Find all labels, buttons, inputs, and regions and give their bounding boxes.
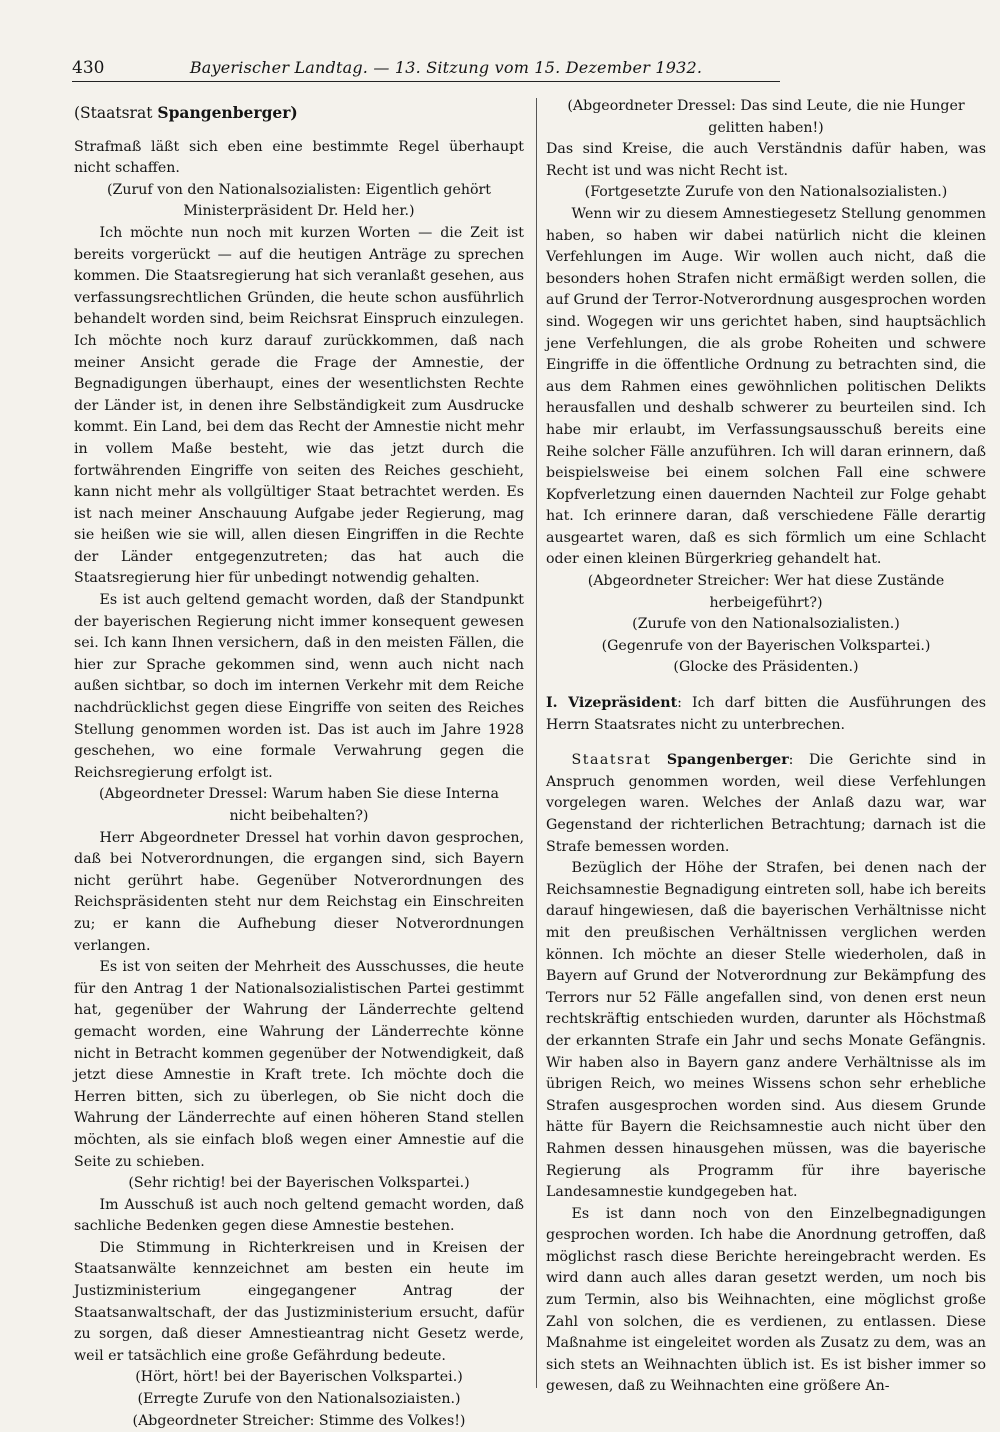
speaker-continuation: [74, 102, 524, 125]
paragraph: Ich möchte nun noch mit kurzen Worten — die Zeit ist bereits vorgerückt — auf die heutigen Anträge zu sprechen kommen. Die Staatsregierung hat sich veranlaßt gesehen, aus verfassungsrechtlichen Gründen, die heute schon ausführlich behandelt worden sind, beim Reichsrat Einspruch einzulegen. Ich möchte noch kurz darauf zurückkommen, daß nach meiner Ansicht gerade die Frage der Amnestie, der Begnadigungen überhaupt, eines der wesentlichsten Rechte der Länder ist, in denen ihre Selbständigkeit zum Ausdrucke kommt. Ein Land, bei dem das Recht der Amnestie nicht mehr in vollem Maße besteht, wie das jetzt durch die fortwährenden Eingriffe von seiten des Reiches geschieht, kann nicht mehr als vollgültiger Staat betrachtet werden. Es ist nach meiner Anschauung Aufgabe jeder Regierung, mag sie heißen wie sie will, allen diesen Eingriffen in die Rechte der Länder entgegenzutreten; das hat auch die Staatsregierung hier für unbedingt notwendig gehalten.: [74, 224, 524, 587]
speaker-name: Spangenberger: [666, 752, 789, 769]
paragraph: Herr Abgeordneter Dressel hat vorhin davon gesprochen, daß bei Notverordnungen, die ergangen sind, sich Bayern nicht gerührt habe. Gegenüber Notverordnungen des Reichspräsidenten steht nur dem Reichstag ein Einschreiten zu; er kann die Aufhebung dieser Notverordnungen verlangen.: [74, 829, 524, 954]
paragraph: Bezüglich der Höhe der Strafen, bei denen nach der Reichsamnestie Begnadigung eintreten soll, habe ich bereits darauf hingewiesen, daß die bayerischen Verhältnisse nicht mit den preußischen Verhältnissen verglichen werden können. Ich möchte an dieser Stelle wiederholen, daß in Bayern auf Grund der Notverordnung zur Bekämpfung des Terrors nur 52 Fälle angefallen sind, von denen erst neun rechtskräftig entschieden wurden, darunter als Höchstmaß der erkannten Strafe ein Jahr und sechs Monate Gefängnis. Wir haben also in Bayern ganz andere Verhältnisse als im übrigen Reich, wo meines Wissens schon sehr erhebliche Strafen ausgesprochen worden sind. Aus diesem Grunde hätte für Bayern die Reichsamnestie auch nicht über den Rahmen dessen hinausgehen müssen, was die bayerische Regierung als Programm für ihre bayerische Landesamnestie kundgegeben hat.: [546, 860, 986, 1201]
speaker-name: Spangenberger): [157, 103, 298, 122]
page-header: [72, 58, 780, 82]
right-column: [546, 96, 986, 1395]
statement-text: : Die Gerichte sind in Anspruch genommen worden, weil diese Verfehlungen vorgelegen waren. Welches der Anlaß dazu war, war Gegenstand der richterlichen Betrachtung; darnach ist die Strafe bemessen worden.: [546, 752, 986, 855]
page-number: 430: [72, 58, 105, 78]
paragraph: Das sind Kreise, die auch Verständnis dafür haben, was Recht ist und was nicht Recht ist.: [546, 141, 986, 179]
interjection: (Abgeordneter Streicher: Stimme des Volkes!): [132, 1412, 466, 1429]
statement-text: : Ich darf bitten die Ausführungen des Herrn Staatsrates nicht zu unterbrechen.: [546, 695, 986, 733]
interjection: (Hört, hört! bei der Bayerischen Volkspartei.): [135, 1369, 463, 1386]
running-title: Bayerischer Landtag. — 13. Sitzung vom 15. Dezember 1932.: [189, 58, 703, 77]
interjection: (Abgeordneter Dressel: Warum haben Sie diese Interna nicht beibehalten?): [99, 786, 499, 824]
paragraph: Es ist dann noch von den Einzelbegnadigungen gesprochen worden. Ich habe die Anordnung getroffen, daß möglichst rasch diese Berichte hereingebracht werden. Es wird dann auch alles daran gesetzt werden, um noch bis zum Termin, also bis Weihnachten, eine möglichst große Zahl von solchen, die es verdienen, zu entlassen. Diese Maßnahme ist eingeleitet worden als Zusatz zu dem, was an sich stets an Weihnachten üblich ist. Es ist bisher immer so gewesen, daß zu Weihnachten eine größere An-: [546, 1205, 986, 1395]
vice-president-statement: [546, 693, 986, 736]
interjection: (Glocke des Präsidenten.): [673, 659, 859, 676]
interjection: (Sehr richtig! bei der Bayerischen Volkspartei.): [128, 1175, 470, 1192]
interjection: (Zurufe von den Nationalsozialisten.): [632, 616, 900, 633]
interjection: (Abgeordneter Dressel: Das sind Leute, die nie Hunger gelitten haben!): [567, 98, 965, 136]
column-divider: [536, 98, 537, 1388]
interjection: (Zuruf von den Nationalsozialisten: Eigentlich gehört Ministerpräsident Dr. Held her.): [106, 181, 492, 220]
speaker-prefix: Staatsrat: [571, 752, 652, 769]
paragraph: Im Ausschuß ist auch noch geltend gemacht worden, daß sachliche Bedenken gegen diese Amnestie bestehen.: [74, 1196, 524, 1235]
paragraph: Strafmaß läßt sich eben eine bestimmte Regel überhaupt nicht schaffen.: [74, 138, 524, 177]
interjection: (Fortgesetzte Zurufe von den Nationalsozialisten.): [584, 184, 948, 201]
left-column: [74, 96, 524, 1429]
speaker-prefix: (Staatsrat: [74, 104, 153, 122]
paragraph: Die Stimmung in Richterkreisen und in Kreisen der Staatsanwälte kennzeichnet am besten ein heute im Justizministerium eingegangener Antrag der Staatsanwaltschaft, der das Justizministerium ersucht, dafür zu sorgen, daß dieser Amnestieantrag nicht Gesetz werde, weil er tatsächlich eine große Gefährdung bedeute.: [74, 1239, 524, 1364]
state-councillor-statement: [546, 750, 986, 858]
interjection: (Abgeordneter Streicher: Wer hat diese Zustände herbeigeführt?): [587, 573, 945, 611]
interjection: (Gegenrufe von der Bayerischen Volkspartei.): [601, 637, 931, 654]
interjection: (Erregte Zurufe von den Nationalsoziaisten.): [137, 1391, 461, 1408]
paragraph: Es ist auch geltend gemacht worden, daß der Standpunkt der bayerischen Regierung nicht immer konsequent gewesen sei. Ich kann Ihnen versichern, daß in den meisten Fällen, die hier zur Sprache gekommen sind, wenn auch nicht nach außen sichtbar, so doch im internen Verkehr mit dem Reiche nachdrücklichst gegen diese Eingriffe von seiten des Reiches Stellung genommen worden ist. Das ist auch im Jahre 1928 geschehen, wo eine formale Verwahrung gegen die Reichsregierung erfolgt ist.: [74, 592, 524, 781]
paragraph: Wenn wir zu diesem Amnestiegesetz Stellung genommen haben, so haben wir dabei natürlich nicht die kleinen Verfehlungen im Auge. Wir wollen auch nicht, daß die besonders hohen Strafen nicht ermäßigt werden sollen, die auf Grund der Terror-Notverordnung ausgesprochen worden sind. Wogegen wir uns gerichtet haben, sind hauptsächlich jene Verfehlungen, die als grobe Roheiten und schwere Eingriffe in die öffentliche Ordnung zu betrachten sind, die aus dem Rahmen eines gewöhnlichen politischen Delikts herausfallen und deshalb schwerer zu beurteilen sind. Ich habe mir erlaubt, im Verfassungsausschuß bereits eine Reihe solcher Fälle anzuführen. Ich will daran erinnern, daß beispielsweise bei einem solchen Fall eine schwere Kopfverletzung einen dauernden Nachteil zur Folge gehabt hat. Ich erinnere daran, daß verschiedene Fälle derartig ausgeartet waren, daß es sich förmlich um eine Schlacht oder einen kleinen Bürgerkrieg gehandelt hat.: [546, 205, 986, 568]
speaker-name: I. Vizepräsident: [546, 695, 678, 712]
paragraph: Es ist von seiten der Mehrheit des Ausschusses, die heute für den Antrag 1 der Nationalsozialistischen Partei gestimmt hat, gegenüber der Wahrung der Länderrechte geltend gemacht worden, eine Wahrung der Länderrechte könne nicht in Betracht kommen gegenüber der Notwendigkeit, daß jetzt diese Amnestie in Kraft trete. Ich möchte doch die Herren bitten, sich zu überlegen, ob Sie nicht doch die Wahrung der Länderrechte auf einen höheren Stand stellen möchten, als sie einfach bloß wegen einer Amnestie auf die Seite zu schieben.: [74, 959, 524, 1170]
